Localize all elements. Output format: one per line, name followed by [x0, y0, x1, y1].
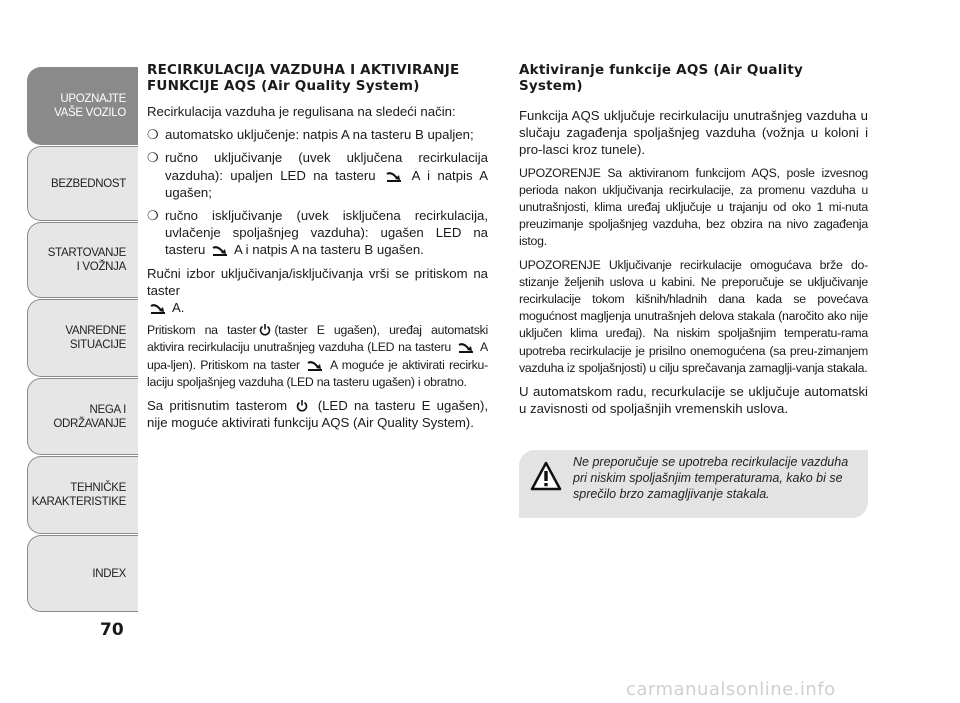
tab-index[interactable] — [27, 535, 138, 612]
tab-label: INDEX — [92, 567, 126, 580]
list-item-text: ručno uključivanje (uvek uključena recirkulacija vazduha): upaljen LED na tasteru — [165, 150, 488, 183]
warning-triangle-icon — [530, 461, 562, 491]
recirculation-icon — [212, 245, 228, 256]
list-item-text: ručno isključivanje (uvek isključena recirkulacija, uvlačenje spoljašnjeg vazduha): ugašen LED na tasteru — [165, 208, 488, 258]
paragraph: Funkcija AQS uključuje recirkulaciju unutrašnjeg vazduha u slučaju zagađenja spoljašnjeg vazduha (vožnja u koloni i pro-lasci kroz tunele). — [519, 108, 868, 158]
bullet-list — [147, 126, 488, 258]
paragraph: Ručni izbor uključivanja/isključivanja vrši se pritiskom na taster A. — [147, 265, 488, 316]
tab-upoznajte[interactable] — [27, 67, 138, 145]
bullet-icon: ❍ — [147, 208, 159, 224]
list-item-text: A i natpis A ugašen; — [165, 167, 489, 200]
paragraph: Pritiskom na taster (taster E ugašen), uređaj automatski aktivira recirkulaciju unutrašnjeg vazduha (LED na tasteru A upa-ljen). Pritiskom na taster A moguće je aktivirati recirku-laciju spoljašnjeg vazduha (LED na tasteru ugašen) i obratno. — [147, 323, 488, 389]
paragraph: U automatskom radu, recurkulacije se uključuje automatski u zavisnosti od spoljašnjih vremenskih uslova. — [519, 384, 868, 417]
list-item — [147, 149, 488, 201]
power-icon — [296, 399, 308, 412]
paragraph: UPOZORENJE Sa aktiviranom funkcijom AQS, posle izvesnog perioda nakon uključivanja recirkulacije, za promenu vazduha u unutrašnjosti, klima uređaj uključuje u trajanju od oko 1 mi-nuta preuzimanje spoljašnjeg vazduha, bez obzira na nivo zagađenja istog. — [519, 165, 868, 249]
bullet-icon: ❍ — [147, 150, 159, 166]
warning-box — [519, 450, 868, 518]
recirculation-icon — [386, 171, 402, 182]
warning-text: Ne preporučuje se upotreba recirkulacije vazduha pri niskim spoljašnjim temperaturama, kako bi se sprečilo brzo zamagljivanje stakala. — [573, 455, 849, 501]
right-column — [519, 62, 868, 423]
page-number: 70 — [100, 620, 124, 640]
left-column — [147, 62, 488, 437]
recirculation-icon — [307, 360, 323, 371]
recirculation-icon — [458, 342, 474, 353]
tab-bezbednost[interactable] — [27, 146, 138, 221]
tab-tehnicke[interactable] — [27, 456, 138, 534]
list-item-text: A i natpis A na tasteru B ugašen. — [233, 242, 424, 258]
recirculation-icon — [150, 303, 166, 314]
tab-nega[interactable] — [27, 378, 138, 455]
tab-label: UPOZNAJTE VAŠE VOZILO — [54, 93, 126, 119]
tab-label: VANREDNE SITUACIJE — [65, 325, 126, 351]
list-item — [147, 126, 488, 143]
tab-vanredne[interactable] — [27, 299, 138, 377]
right-heading: Aktiviranje funkcije AQS (Air Quality System) — [519, 62, 804, 94]
left-heading: RECIRKULACIJA VAZDUHA I AKTIVIRANJE FUNKCIJE AQS (Air Quality System) — [147, 62, 460, 94]
paragraph: Sa pritisnutim tasterom (LED na tasteru E ugašen), nije moguće aktivirati funkciju AQS (Air Quality System). — [147, 398, 488, 431]
watermark: carmanualsonline.info — [626, 679, 836, 700]
tab-label: TEHNIČKE KARAKTERISTIKE — [31, 482, 126, 508]
paragraph: UPOZORENJE Uključivanje recirkulacije omogućava brže do-stizanje željenih uslova u kabini. Ne preporučuje se uključivanje recirkulacije tokom kišnih/hladnih dana kada se povećava mogućnost magljenja unutrašnjeh delova stakala (naročito ako nije uključen klima uređaj). Na niskim spoljašnjim temperatu-rama upotreba recirkulacije je prisilno onemogućena (sa preu-zimanjem vazduha iz spoljašnjosti) u cilju sprečavanja zamaglji-vanja stakala. — [519, 257, 868, 375]
tab-label: NEGA I ODRŽAVANJE — [53, 403, 126, 430]
list-item-text: automatsko uključenje: natpis A na tasteru B upaljen; — [165, 127, 474, 143]
tab-label: STARTOVANJE I VOŽNJA — [47, 247, 126, 273]
left-intro: Recirkulacija vazduha je regulisana na sledeći način: — [147, 104, 456, 119]
power-icon — [259, 323, 271, 336]
bullet-icon: ❍ — [147, 127, 159, 143]
list-item — [147, 207, 488, 259]
tab-startovanje[interactable] — [27, 222, 138, 298]
tab-label: BEZBEDNOST — [51, 177, 126, 190]
